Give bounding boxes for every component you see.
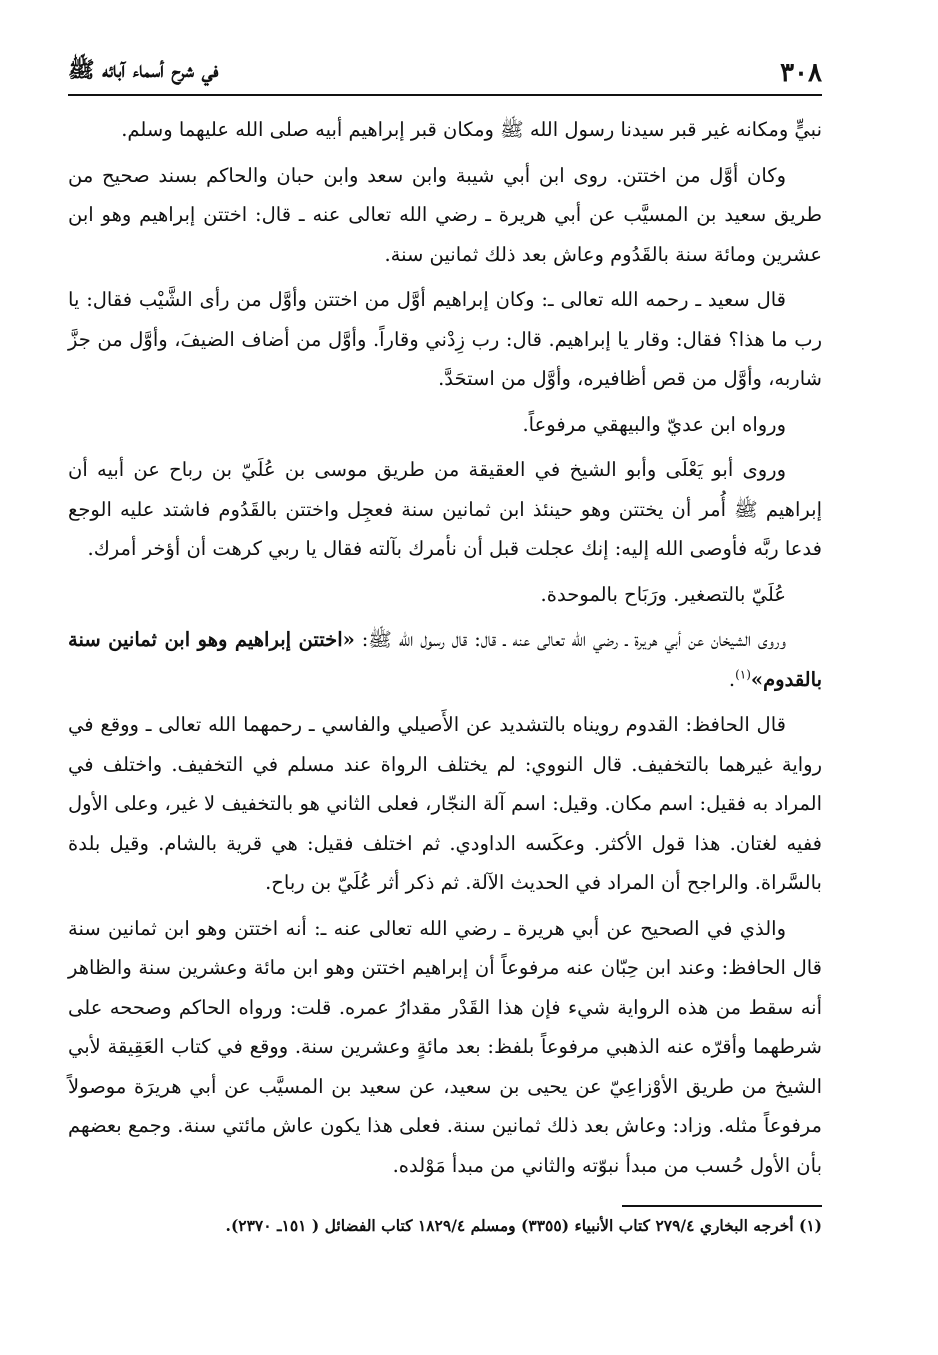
header-rule xyxy=(68,94,822,96)
body-text xyxy=(68,110,822,1185)
footnote-1: (١) أخرجه البخاري ٢٧٩/٤ كتاب الأنبياء (٣٣٥٥) ومسلم ١٨٢٩/٤ كتاب الفضائل ( ١٥١ـ ٢٣٧٠). xyxy=(225,1216,822,1235)
page-number: ٣٠٨ xyxy=(780,58,822,88)
page-header xyxy=(68,38,822,94)
paragraph-9: والذي في الصحيح عن أبي هريرة ـ رضي الله تعالى عنه ـ: أنه اختتن وهو ابن ثمانين سنة قال الحافظ: وعند ابن حِبّان عنه مرفوعاً أن إبراهيم اختتن وهو ابن مائة وعشرين سنة والظاهر أنه سقط من هذه الرواية شيء فإن هذا القَدْر مقدارُ عمره. قلت: ورواه الحاكم وصححه على شرطهما وأقرّه عنه الذهبي مرفوعاً بلفظ: بعد مائةٍ وعشرين سنة. ووقع في كتاب العَقِيقة لأبي الشيخ من طريق الأوْزاعِيّ عن يحيى بن سعيد، عن سعيد بن المسيَّب عن أبي هريرَة موصولاً مرفوعاً مثله. وزاد: وعاش بعد ذلك ثمانين سنة. فعلى هذا يكون عاش مائتي سنة. وجمع بعضهم بأن الأول حُسب من مبدأ نبوّته والثاني من مبدأ مَوْلده. xyxy=(68,916,822,1177)
paragraph-1: نبيٍّ ومكانه غير قبر سيدنا رسول الله ﷺ ومكان قبر إبراهيم أبيه صلى الله عليهما وسلم. xyxy=(121,118,822,141)
paragraph-8: قال الحافظ: القدوم رويناه بالتشديد عن الأَصيلي والفاسي ـ رحمهما الله تعالى ـ ووقع في رواية غيرهما بالتخفيف. قال النووي: لم يختلف الرواة عند مسلم في التخفيف. واختلف في المراد به فقيل: اسم مكان. وقيل: اسم آلة النجّار، فعلى الثاني هو بالتخفيف لا غير، وعلى الأول ففيه لغتان. هذا قول الأكثر. وعكَسه الداودي. ثم اختلف فقيل: هي قرية بالشام. وقيل بلدة بالسَّراة. والراجح أن المراد في الحديث الآلة. ثم ذكر أثر عُلَيّ بن رباح. xyxy=(68,713,822,894)
footnote-reference[interactable]: (١) xyxy=(735,667,751,681)
hadith-quote: «اختتن إبراهيم وهو ابن ثمانين سنة بالقدوم» xyxy=(68,628,822,691)
paragraph-2: وكان أوَّل من اختتن. روى ابن أبي شيبة وابن سعد وابن حبان والحاكم بسند صحيح من طريق سعيد بن المسيَّب عن أبي هريرة ـ رضي الله تعالى عنه ـ قال: اختتن إبراهيم وهو ابن عشرين ومائة سنة بالقَدُوم وعاش بعد ذلك ثمانين سنة. xyxy=(68,163,822,266)
paragraph-4: ورواه ابن عديّ والبيهقي مرفوعاً. xyxy=(522,412,786,436)
paragraph-3: قال سعيد ـ رحمه الله تعالى ـ: وكان إبراهيم أوَّل من اختتن وأوَّل من رأى الشَّيْب فقال: يا رب ما هذا؟ فقال: وقار يا إبراهيم. قال: رب زِدْني وقاراً. وأوَّل من أضاف الضيفَ، وأوَّل من جزَّ شاربه، وأوَّل من قص أظافيره، وأوَّل من استحَدَّ. xyxy=(68,288,822,390)
paragraph-7 xyxy=(68,620,822,699)
paragraph-6: عُلَيّ بالتصغير. ورَبَاح بالموحدة. xyxy=(540,582,786,606)
paragraph-5: وروى أبو يَعْلَى وأبو الشيخ في العقيقة من طريق موسى بن عُلَيّ بن رباح عن أبيه أن إبراهيم ﷺ أُمر أن يختتن وهو حينئذ ابن ثمانين سنة فعجِل واختتن بالقَدُوم فاشتد عليه الوجع فدعا ربَّه فأوصى الله إليه: إنك عجلت قبل أن نأمرك بآلته فقال يا ربي كرهت أن أؤخر أمرك. xyxy=(68,458,822,560)
footnote-rule xyxy=(622,1205,822,1207)
paragraph-7-tail: . xyxy=(728,667,736,691)
book-page xyxy=(68,38,822,1328)
running-title: في شرح أسماء آبائه ﷺ xyxy=(68,57,219,83)
paragraph-7-lead: وروى الشيخان عن أبي هريرة ـ رضي الله تعالى عنه ـ قال: قال رسول الله ﷺ: xyxy=(354,628,786,651)
